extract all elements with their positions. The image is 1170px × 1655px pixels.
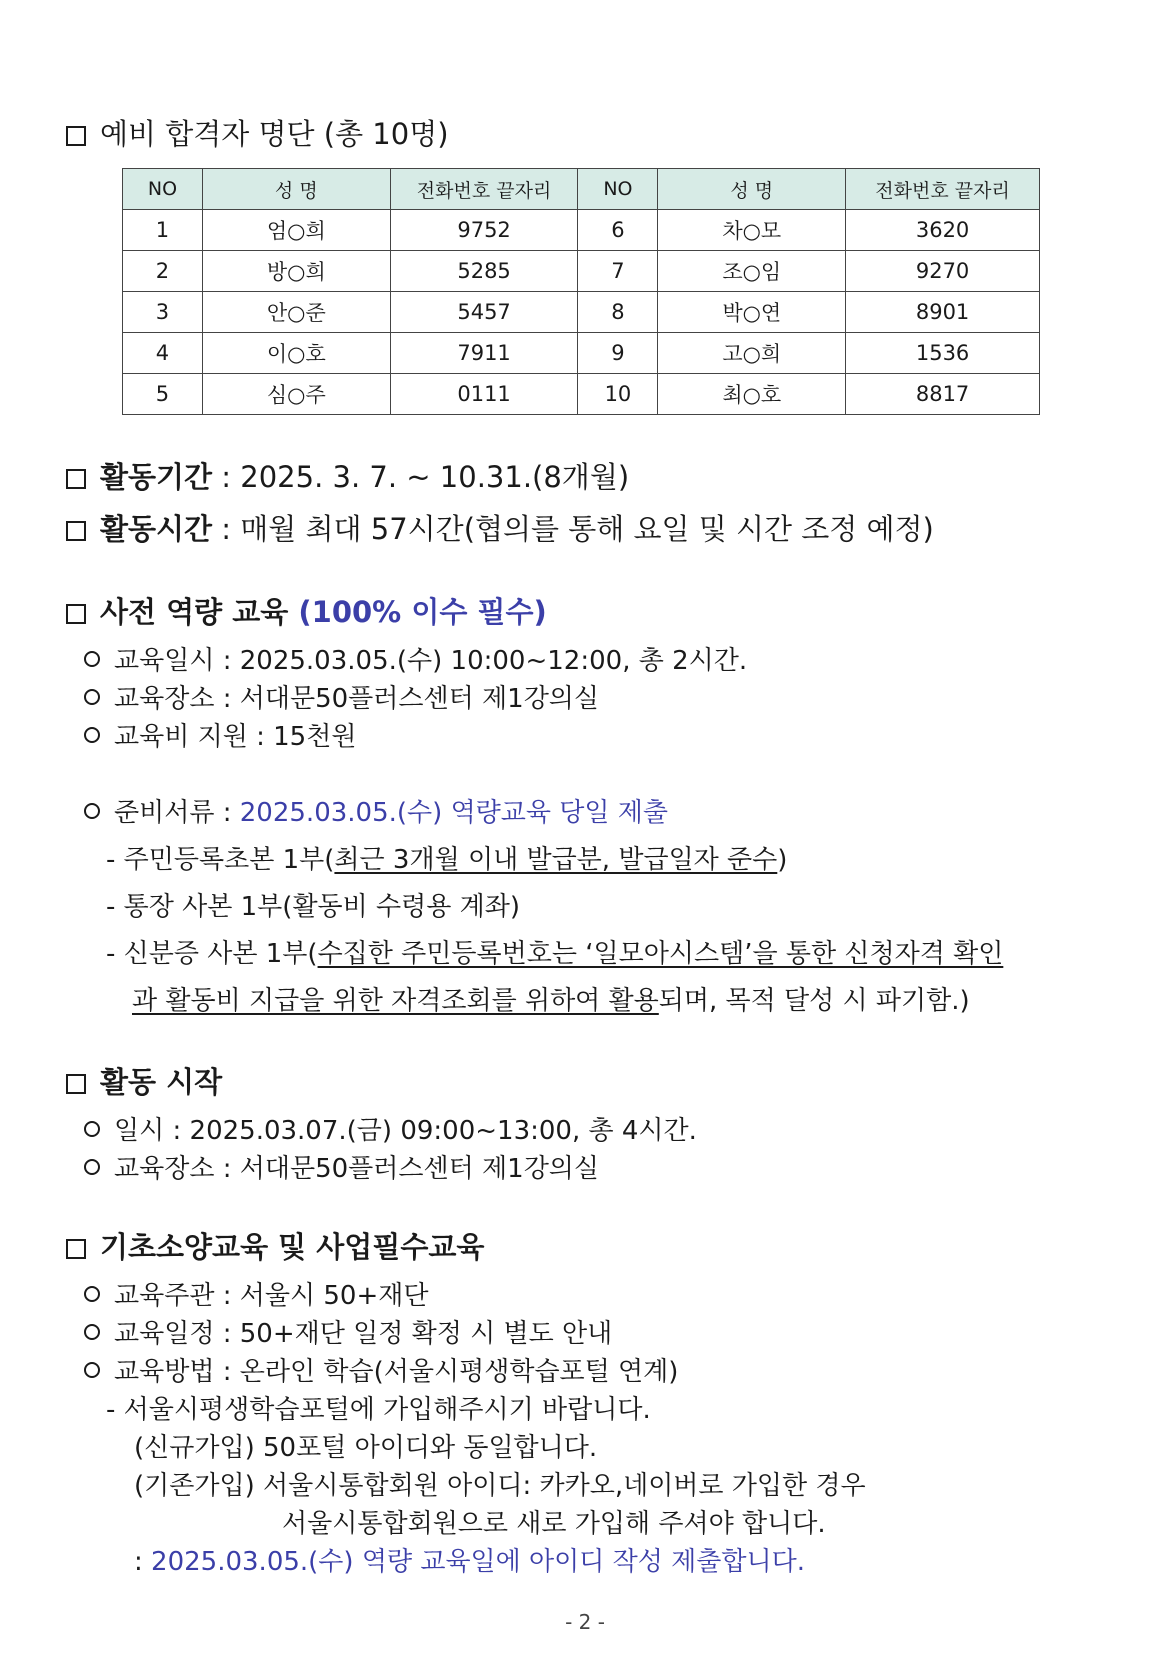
header-phone: 전화번호 끝자리 bbox=[390, 169, 578, 210]
cell-no: 2 bbox=[123, 251, 203, 292]
checkbox-square-icon bbox=[66, 1074, 86, 1094]
cell-no: 10 bbox=[578, 374, 658, 415]
cell-phone: 1536 bbox=[846, 333, 1040, 374]
cell-name: 고○희 bbox=[658, 333, 846, 374]
table-row bbox=[123, 210, 1040, 251]
checkbox-square-icon bbox=[66, 604, 86, 624]
cell-name: 안○준 bbox=[202, 292, 390, 333]
cell-no: 4 bbox=[123, 333, 203, 374]
basic-schedule: 교육일정 : 50+재단 일정 확정 시 별도 안내 bbox=[84, 1313, 612, 1350]
cell-no: 6 bbox=[578, 210, 658, 251]
circle-bullet-icon bbox=[84, 1121, 100, 1137]
cell-name: 차○모 bbox=[658, 210, 846, 251]
cell-no: 5 bbox=[123, 374, 203, 415]
cell-name: 조○임 bbox=[658, 251, 846, 292]
cell-name: 심○주 bbox=[202, 374, 390, 415]
circle-bullet-icon bbox=[84, 727, 100, 743]
header-no: NO bbox=[578, 169, 658, 210]
table-row bbox=[123, 251, 1040, 292]
checkbox-square-icon bbox=[66, 521, 86, 541]
page-number: - 2 - bbox=[565, 1610, 605, 1634]
checkbox-square-icon bbox=[66, 469, 86, 489]
cell-name: 박○연 bbox=[658, 292, 846, 333]
circle-bullet-icon bbox=[84, 803, 100, 819]
header-phone: 전화번호 끝자리 bbox=[846, 169, 1040, 210]
training-subsidy: 교육비 지원 : 15천원 bbox=[84, 716, 356, 753]
document-id-copy-continued: 과 활동비 지급을 위한 자격조회를 위하여 활용되며, 목적 달성 시 파기함.) bbox=[132, 986, 970, 1016]
cell-phone: 9270 bbox=[846, 251, 1040, 292]
cell-phone: 5285 bbox=[390, 251, 578, 292]
roster-table bbox=[122, 168, 1040, 415]
training-location: 교육장소 : 서대문50플러스센터 제1강의실 bbox=[84, 678, 599, 715]
table-row bbox=[123, 333, 1040, 374]
circle-bullet-icon bbox=[84, 1159, 100, 1175]
circle-bullet-icon bbox=[84, 1286, 100, 1302]
cell-name: 이○호 bbox=[202, 333, 390, 374]
cell-phone: 7911 bbox=[390, 333, 578, 374]
portal-signup-note: - 서울시평생학습포털에 가입해주시기 바랍니다. bbox=[106, 1395, 651, 1425]
existing-signup-note: (기존가입) 서울시통합회원 아이디: 카카오,네이버로 가입한 경우 bbox=[134, 1471, 866, 1501]
basic-organizer: 교육주관 : 서울시 50+재단 bbox=[84, 1275, 428, 1312]
cell-phone: 3620 bbox=[846, 210, 1040, 251]
document-id-copy: - 신분증 사본 1부(수집한 주민등록번호는 ‘일모아시스템’을 통한 신청자격 확인 bbox=[106, 939, 1004, 969]
table-row bbox=[123, 292, 1040, 333]
header-name: 성 명 bbox=[202, 169, 390, 210]
cell-no: 9 bbox=[578, 333, 658, 374]
activity-hours: 활동시간 : 매월 최대 57시간(협의를 통해 요일 및 시간 조정 예정) bbox=[66, 507, 934, 548]
start-heading: 활동 시작 bbox=[66, 1060, 222, 1101]
training-datetime: 교육일시 : 2025.03.05.(수) 10:00~12:00, 총 2시간. bbox=[84, 640, 747, 677]
document-resident-abstract: - 주민등록초본 1부(최근 3개월 이내 발급분, 발급일자 준수) bbox=[106, 845, 788, 875]
roster-heading: 예비 합격자 명단 (총 10명) bbox=[66, 112, 449, 153]
cell-name: 최○호 bbox=[658, 374, 846, 415]
document-bankbook-copy: - 통장 사본 1부(활동비 수령용 계좌) bbox=[106, 892, 521, 922]
id-submission-note: : 2025.03.05.(수) 역량 교육일에 아이디 작성 제출합니다. bbox=[134, 1547, 806, 1577]
cell-name: 방○희 bbox=[202, 251, 390, 292]
activity-period: 활동기간 : 2025. 3. 7. ~ 10.31.(8개월) bbox=[66, 455, 629, 496]
cell-phone: 0111 bbox=[390, 374, 578, 415]
existing-signup-note-continued: 서울시통합회원으로 새로 가입해 주셔야 합니다. bbox=[282, 1509, 826, 1539]
training-required-note: (100% 이수 필수) bbox=[298, 595, 547, 629]
start-datetime: 일시 : 2025.03.07.(금) 09:00~13:00, 총 4시간. bbox=[84, 1110, 697, 1147]
cell-no: 3 bbox=[123, 292, 203, 333]
basic-method: 교육방법 : 온라인 학습(서울시평생학습포털 연계) bbox=[84, 1351, 678, 1388]
circle-bullet-icon bbox=[84, 1324, 100, 1340]
table-row bbox=[123, 374, 1040, 415]
cell-phone: 8901 bbox=[846, 292, 1040, 333]
cell-name: 엄○희 bbox=[202, 210, 390, 251]
new-signup-note: (신규가입) 50포털 아이디와 동일합니다. bbox=[134, 1433, 598, 1463]
circle-bullet-icon bbox=[84, 689, 100, 705]
header-name: 성 명 bbox=[658, 169, 846, 210]
basic-heading: 기초소양교육 및 사업필수교육 bbox=[66, 1225, 484, 1266]
table-header-row bbox=[123, 169, 1040, 210]
header-no: NO bbox=[123, 169, 203, 210]
cell-phone: 5457 bbox=[390, 292, 578, 333]
cell-phone: 9752 bbox=[390, 210, 578, 251]
required-documents: 준비서류 : 2025.03.05.(수) 역량교육 당일 제출 bbox=[84, 792, 668, 829]
circle-bullet-icon bbox=[84, 1362, 100, 1378]
cell-phone: 8817 bbox=[846, 374, 1040, 415]
start-location: 교육장소 : 서대문50플러스센터 제1강의실 bbox=[84, 1148, 599, 1185]
checkbox-square-icon bbox=[66, 1239, 86, 1259]
cell-no: 7 bbox=[578, 251, 658, 292]
cell-no: 1 bbox=[123, 210, 203, 251]
checkbox-square-icon bbox=[66, 126, 86, 146]
training-heading: 사전 역량 교육 (100% 이수 필수) bbox=[66, 590, 547, 631]
circle-bullet-icon bbox=[84, 651, 100, 667]
cell-no: 8 bbox=[578, 292, 658, 333]
